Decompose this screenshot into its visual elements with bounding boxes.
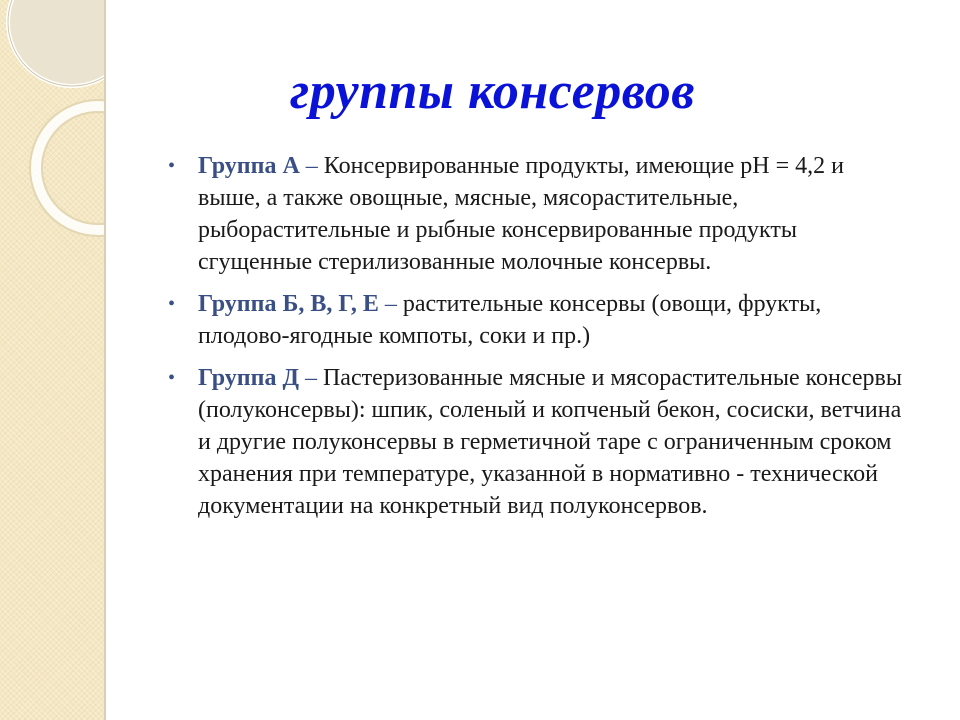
group-name: Группа А — [198, 153, 300, 179]
list-item-group-d — [168, 362, 908, 522]
slide-title: группы консервов — [290, 63, 696, 120]
group-description: растительные консервы (овощи, фрукты, плодово-ягодные компоты, соки и пр.) — [198, 291, 822, 349]
decorative-side-panel — [0, 0, 104, 720]
dash: – — [378, 291, 403, 317]
bullet-icon: • — [168, 155, 176, 177]
bullet-icon: • — [168, 367, 176, 389]
bullet-list — [168, 150, 908, 532]
dash: – — [299, 153, 324, 179]
list-item-group-a — [168, 150, 908, 278]
side-panel-edge — [104, 0, 106, 720]
group-description: Консервированные продукты, имеющие рН = 4,2 и выше, а также овощные, мясные, мясорастительные, рыборастительные и рыбные консервированные продукты сгущенные стерилизованные молочные консервы. — [198, 153, 844, 275]
list-item-group-b-v-g-e — [168, 288, 908, 352]
decorative-circles-icon — [0, 0, 104, 260]
dash: – — [298, 365, 323, 391]
group-name: Группа Б, В, Г, Е — [198, 291, 379, 317]
group-description: Пастеризованные мясные и мясорастительные консервы (полуконсервы): шпик, соленый и копченый бекон, сосиски, ветчина и другие полуконсервы в герметичной таре с ограниченным сроком хранения при температуре, указанной в нормативно - технической документации на конкретный вид полуконсервов. — [198, 365, 902, 519]
bullet-icon: • — [168, 293, 176, 315]
group-name: Группа Д — [198, 365, 299, 391]
